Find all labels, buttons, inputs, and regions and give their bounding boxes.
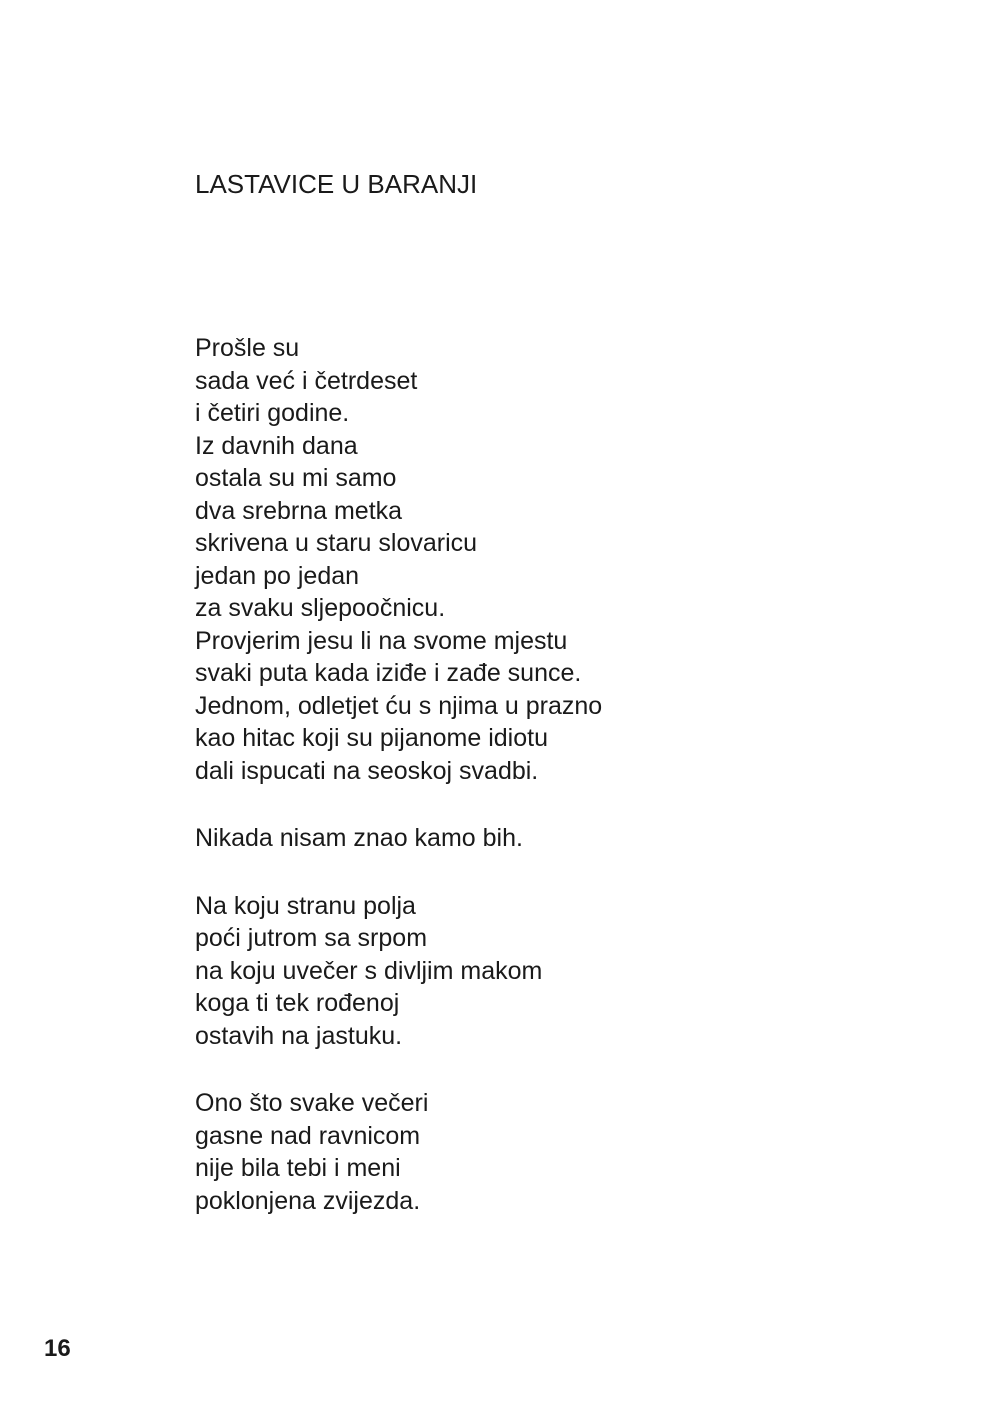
stanza-3 (195, 890, 895, 1053)
poem-line: na koju uvečer s divljim makom (195, 956, 543, 985)
poem-line: jedan po jedan (195, 561, 360, 590)
poem-line: dali ispucati na seoskoj svadbi. (195, 756, 539, 785)
poem-line: koga ti tek rođenoj (195, 989, 400, 1017)
poem-line: svaki puta kada iziđe i zađe sunce. (195, 659, 582, 687)
poem-line: Provjerim jesu li na svome mjestu (195, 626, 568, 655)
poem-line: nije bila tebi i meni (195, 1154, 401, 1182)
poem-title: LASTAVICE U BARANJI (195, 169, 478, 199)
stanza-1 (195, 332, 895, 787)
stanza-4 (195, 1087, 895, 1217)
poem-line: skrivena u staru slovaricu (195, 529, 478, 557)
poem-line: ostavih na jastuku. (195, 1021, 403, 1050)
poem-line: poći jutrom sa srpom (195, 924, 428, 952)
poem-line: dva srebrna metka (195, 496, 403, 525)
stanza-2 (195, 822, 895, 855)
poem-line: Prošle su (195, 334, 300, 362)
page-number: 16 (44, 1335, 71, 1362)
poem-line: poklonjena zvijezda. (195, 1186, 421, 1215)
poem-line: gasne nad ravnicom (195, 1121, 421, 1150)
poem-line: i četiri godine. (195, 399, 350, 427)
poem-line: Nikada nisam znao kamo bih. (195, 824, 523, 852)
poem-line: Na koju stranu polja (195, 891, 416, 920)
poem-line: sada već i četrdeset (195, 366, 418, 395)
poem-line: Iz davnih dana (195, 431, 358, 460)
poem-body (195, 332, 895, 1252)
poem-line: kao hitac koji su pijanome idiotu (195, 724, 548, 752)
poem-line: Jednom, odletjet ću s njima u prazno (195, 691, 603, 720)
poem-line: ostala su mi samo (195, 464, 397, 492)
poem-line: za svaku sljepoočnicu. (195, 594, 446, 622)
poem-line: Ono što svake večeri (195, 1089, 429, 1117)
